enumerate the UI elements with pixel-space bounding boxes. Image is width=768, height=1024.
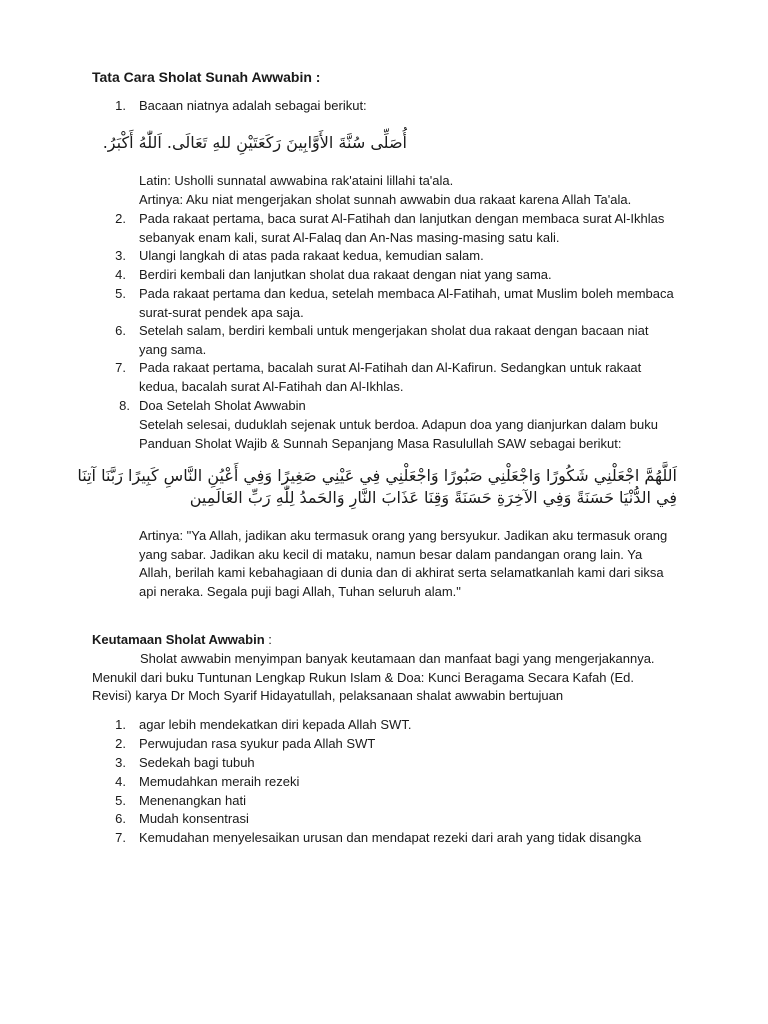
section-title-text: Keutamaan Sholat Awwabin [92,632,265,647]
list-number: 7. [115,360,126,375]
list-text: Sedekah bagi tubuh [139,755,255,770]
list-number: 6. [115,323,126,338]
list-text: Kemudahan menyelesaikan urusan dan mendapat rezeki dari arah yang tidak disangka [139,830,642,845]
list-text: Ulangi langkah di atas pada rakaat kedua, kemudian salam. [139,248,484,263]
list-text: agar lebih mendekatkan diri kepada Allah SWT. [139,717,412,732]
list-number: 3. [115,755,126,770]
section-title-colon: : [264,632,272,647]
niat-arabic-text: أُصَلِّى سُنَّةَ الأَوَّابِينَ رَكَعَتَيْنِ للهِ تَعَالَى. اَللّٰهُ أَكْبَرُ. [102,133,407,152]
list-text: Menenangkan hati [139,793,246,808]
list-number: 5. [115,793,126,808]
list-number: 4. [115,774,126,789]
doa-arabic-line-1: اَللَّهُمَّ اجْعَلْنِي شَكُورًا وَاجْعَلْنِي صَبُورًا وَاجْعَلْنِي فِي عَيْنِي صَغِيرًا وَفِي أَعْيُنِ النَّاسِ كَبِيرًا رَبَّنَا آتِنَا [77,466,677,485]
keutamaan-paragraph [92,650,672,706]
list-text: Pada rakaat pertama, baca surat Al-Fatihah dan lanjutkan dengan membaca surat Al-Ikhlas sebanyak enam kali, surat Al-Falaq dan An-Nas masing-masing satu kali. [139,211,665,245]
list-number: 6. [115,811,126,826]
list-text: Mudah konsentrasi [139,811,249,826]
doa-arabic-line-2: فِي الدُّنْيَا حَسَنَةً وَفِي الآخِرَةِ حَسَنَةً وَقِنَا عَذَابَ النَّارِ وَالحَمدُ لِلّٰهِ رَبِّ العَالَمِين [189,488,677,507]
list-text: Setelah salam, berdiri kembali untuk mengerjakan sholat dua rakaat dengan bacaan niat yang sama. [139,323,649,357]
list-text: Pada rakaat pertama dan kedua, setelah membaca Al-Fatihah, umat Muslim boleh membaca surat-surat pendek apa saja. [139,286,674,320]
list-number: 1. [115,717,126,732]
list-number: 1. [115,98,126,113]
list-number: 8. [119,398,130,413]
niat-latin: Latin: Usholli sunnatal awwabina rak'ataini lillahi ta'ala. [139,173,454,188]
list-text: Berdiri kembali dan lanjutkan sholat dua rakaat dengan niat yang sama. [139,267,552,282]
list-number: 2. [115,211,126,226]
list-number: 3. [115,248,126,263]
list-text: Pada rakaat pertama, bacalah surat Al-Fatihah dan Al-Kafirun. Sedangkan untuk rakaat kedua, bacalah surat Al-Fatihah dan Al-Ikhlas. [139,360,642,394]
list-number: 7. [115,830,126,845]
list-text: Memudahkan meraih rezeki [139,774,300,789]
list-number: 4. [115,267,126,282]
list-number: 5. [115,286,126,301]
section-title [92,631,272,650]
list-text: Doa Setelah Sholat Awwabin [139,398,306,413]
doa-intro: Setelah selesai, duduklah sejenak untuk berdoa. Adapun doa yang dianjurkan dalam buku Panduan Sholat Wajib & Sunnah Sepanjang Masa Rasulullah SAW sebagai berikut: [139,417,658,451]
list-text: Bacaan niatnya adalah sebagai berikut: [139,98,367,113]
keutamaan-paragraph-text: Sholat awwabin menyimpan banyak keutamaan dan manfaat bagi yang mengerjakannya. Menukil dari buku Tuntunan Lengkap Rukun Islam & Doa: Kunci Beragama Secara Kafah (Ed. Revisi) karya Dr Moch Syarif Hidayatullah, pelaksanaan shalat awwabin bertujuan [92,651,655,704]
list-number: 2. [115,736,126,751]
page-title: Tata Cara Sholat Sunah Awwabin : [92,69,321,85]
list-text: Perwujudan rasa syukur pada Allah SWT [139,736,376,751]
niat-artinya: Artinya: Aku niat mengerjakan sholat sunnah awwabin dua rakaat karena Allah Ta'ala. [139,192,632,207]
doa-artinya: Artinya: "Ya Allah, jadikan aku termasuk orang yang bersyukur. Jadikan aku termasuk orang yang sabar. Jadikan aku kecil di mataku, namun besar dalam pandangan orang lain. Ya Allah, berilah kami kebahagiaan di dunia dan di akhirat serta selamatkanlah kami dari siksa api neraka. Segala puji bagi Allah, Tuhan seluruh alam." [139,528,668,599]
